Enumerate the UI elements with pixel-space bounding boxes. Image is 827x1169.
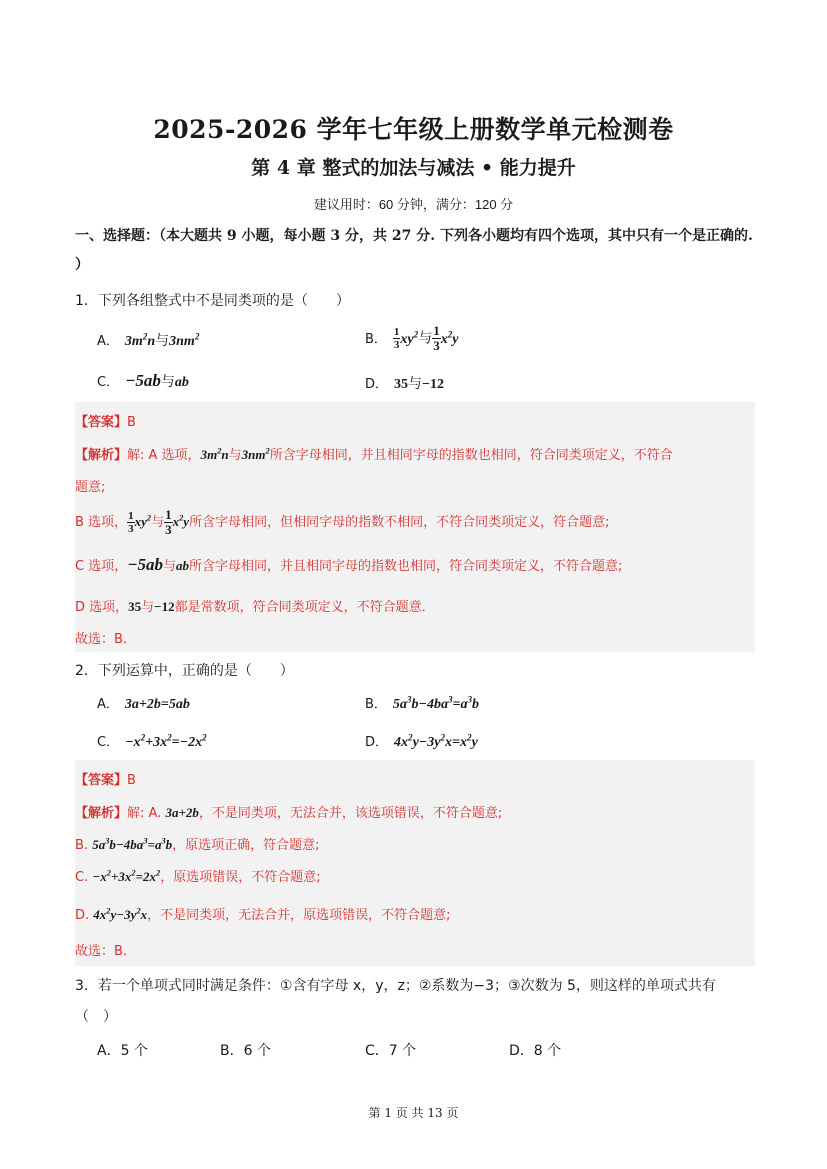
q2-analysis-b: B. $5a^3b-4ba^3=a^3b$，原选项正确，符合题意;	[75, 835, 320, 853]
q2-analysis-a: 【解析】解: A. 3a+2b，不是同类项，无法合并，该选项错误，不符合题意;	[75, 805, 503, 821]
q1-answer: 【答案】B	[75, 415, 136, 430]
q2-option-c[interactable]: C． $-x^2+3x^2=-2x^2$	[97, 732, 207, 750]
q1-analysis-b: B 选项， $\frac{1}{3}$ $xy^2$与 $\frac{1}{3}$ $x^2y$所含字母相同，但相同字母的指数不相同，不符合同类项定义，符合题意;	[75, 507, 610, 537]
q2-analysis-c: C. $-x^2+3x^2=2x^2$，原选项错误，不符合题意;	[75, 867, 321, 885]
q2-choose: 故选：B．	[75, 944, 136, 959]
chapter-subtitle: 第 4 章 整式的加法与减法 • 能力提升	[251, 157, 576, 179]
q2-option-b[interactable]: B． $5a^3b-4ba^3=a^3b$	[365, 694, 480, 712]
question-1-stem: 1．下列各组整式中不是同类项的是（ ）	[75, 293, 350, 309]
page-title: 2025-2026 学年七年级上册数学单元检测卷	[153, 115, 674, 144]
q2-answer-box	[75, 760, 755, 966]
q3-option-d[interactable]: D．8 个	[509, 1043, 562, 1059]
q1-answer-box	[75, 402, 755, 652]
q2-option-d[interactable]: D． $4x^2y-3y^2x=x^2y$	[365, 732, 478, 750]
page-number: 第 1 页 共 13 页	[368, 1106, 459, 1120]
q1-analysis-a-cont: 题意;	[75, 480, 106, 495]
q1-option-d[interactable]: D． 35与−12	[365, 376, 444, 392]
q1-analysis-a: 【解析】解: A 选项，$3m^2n$与$3nm^2$所含字母相同，并且相同字母的指数也相同，符合同类项定义，不符合	[75, 445, 673, 463]
question-3-stem: 3．若一个单项式同时满足条件：①含有字母 x，y，z；②系数为−3；③次数为 5，则这样的单项式共有	[75, 978, 716, 994]
q3-option-a[interactable]: A．5 个	[97, 1043, 148, 1059]
q1-option-c[interactable]: C． −5ab与ab	[97, 371, 189, 390]
q1-analysis-d: D 选项，35与−12都是常数项，符合同类项定义，不符合题意．	[75, 599, 435, 615]
q3-option-b[interactable]: B．6 个	[220, 1043, 271, 1059]
q1-choose: 故选：B．	[75, 632, 136, 647]
time-note: 建议用时：60 分钟，满分：120 分	[313, 197, 514, 212]
q2-analysis-d: D. $4x^2y-3y^2x$，不是同类项，无法合并，原选项错误，不符合题意;	[75, 905, 451, 923]
question-2-stem: 2．下列运算中，正确的是（ ）	[75, 663, 294, 679]
question-3-stem-cont: （ ）	[75, 1009, 117, 1025]
section-heading: 一、选择题：（本大题共 9 小题，每小题 3 分，共 27 分. 下列各小题均有四个选项，其中只有一个是正确的. ）	[75, 228, 753, 273]
q1-analysis-c: C 选项，−5ab与ab所含字母相同，并且相同字母的指数也相同，符合同类项定义，不符合题意;	[75, 555, 623, 574]
q1-option-b[interactable]: B． $\frac{1}{3}$ $xy^2$与 $\frac{1}{3}$ $x^2y$	[365, 323, 459, 353]
q1-option-a[interactable]: A． $3m^2n$与$3nm^2$	[97, 331, 200, 349]
q2-answer: 【答案】B	[75, 773, 136, 788]
q2-option-a[interactable]: A． 3a+2b=5ab	[97, 697, 190, 712]
q3-option-c[interactable]: C．7 个	[365, 1043, 417, 1059]
